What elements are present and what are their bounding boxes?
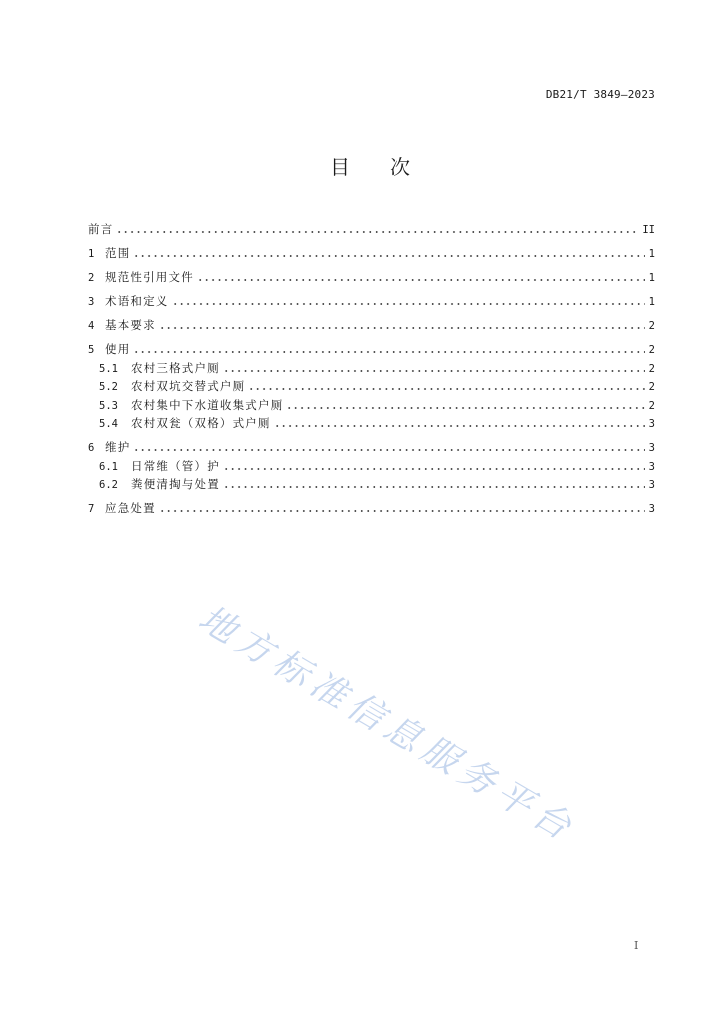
toc-entry-4 [88,318,655,332]
toc-page-number: 1 [648,272,655,284]
toc-number: 6 [88,442,95,454]
standard-code: DB21/T 3849—2023 [545,88,655,101]
toc-page-number: 3 [648,460,655,473]
toc-number: 2 [88,272,95,284]
toc-label: 范围 [105,246,131,260]
dot-leader [172,303,645,305]
dot-leader [223,486,645,488]
dot-leader [197,279,645,281]
toc-entry-2 [88,270,655,284]
toc-label: 日常维（管）护 [131,458,220,473]
toc-label: 规范性引用文件 [105,270,194,284]
toc-page-number: 2 [648,381,655,393]
toc-entry-5 [88,342,655,356]
toc-page-number: 2 [648,362,655,375]
toc-page-number: 2 [648,344,655,356]
toc-page-number: 3 [648,503,655,515]
dot-leader [248,388,644,390]
toc-number: 7 [88,503,95,515]
toc-label: 基本要求 [105,318,156,332]
toc-label: 农村双坑交替式户厕 [131,379,246,393]
dot-leader [116,231,638,233]
toc-label: 应急处置 [105,501,156,515]
toc-page-number: II [642,224,655,236]
toc-entry-5-4 [88,416,655,430]
toc-number: 5.4 [99,418,118,430]
toc-entry-6-1 [88,459,655,473]
toc-label: 农村三格式户厕 [131,360,220,375]
dot-leader [274,425,645,427]
toc-number: 5.2 [99,381,118,393]
toc-number: 6.1 [99,460,118,473]
toc-label: 维护 [105,440,131,454]
watermark: 地方标准信息服务平台 [191,598,584,852]
toc-entry-foreword [88,222,655,236]
dot-leader [133,255,644,257]
table-of-contents [88,222,655,515]
toc-entry-1 [88,246,655,260]
toc-number: 1 [88,248,95,260]
toc-label: 农村集中下水道收集式户厕 [131,397,284,412]
toc-entry-5-1 [88,361,655,375]
toc-page-number: 3 [648,442,655,454]
toc-page-number: 1 [648,248,655,260]
toc-label: 农村双瓮（双格）式户厕 [131,416,271,430]
toc-number: 6.2 [99,479,118,491]
toc-page-number: 2 [648,320,655,332]
toc-page-number: 3 [648,418,655,430]
toc-number: 4 [88,320,95,332]
toc-entry-5-3 [88,398,655,412]
toc-number: 5 [88,344,95,356]
toc-entry-5-2 [88,379,655,393]
toc-entry-7 [88,501,655,515]
toc-page-number: 2 [648,399,655,412]
page-number: I [634,939,639,952]
dot-leader [159,327,645,329]
toc-label: 术语和定义 [105,294,169,308]
page-title: 目 次 [330,155,410,179]
toc-entry-6-2 [88,477,655,491]
toc-number: 3 [88,296,95,308]
dot-leader [286,407,644,409]
toc-entry-3 [88,294,655,308]
toc-label: 使用 [105,342,131,356]
toc-label: 前言 [88,222,114,236]
dot-leader [133,351,644,353]
toc-entry-6 [88,440,655,454]
toc-page-number: 3 [648,479,655,491]
toc-label: 粪便清掏与处置 [131,477,220,491]
toc-page-number: 1 [648,296,655,308]
dot-leader [223,468,645,470]
dot-leader [223,370,645,372]
dot-leader [133,449,644,451]
toc-number: 5.3 [99,399,118,412]
dot-leader [159,510,645,512]
toc-number: 5.1 [99,362,118,375]
